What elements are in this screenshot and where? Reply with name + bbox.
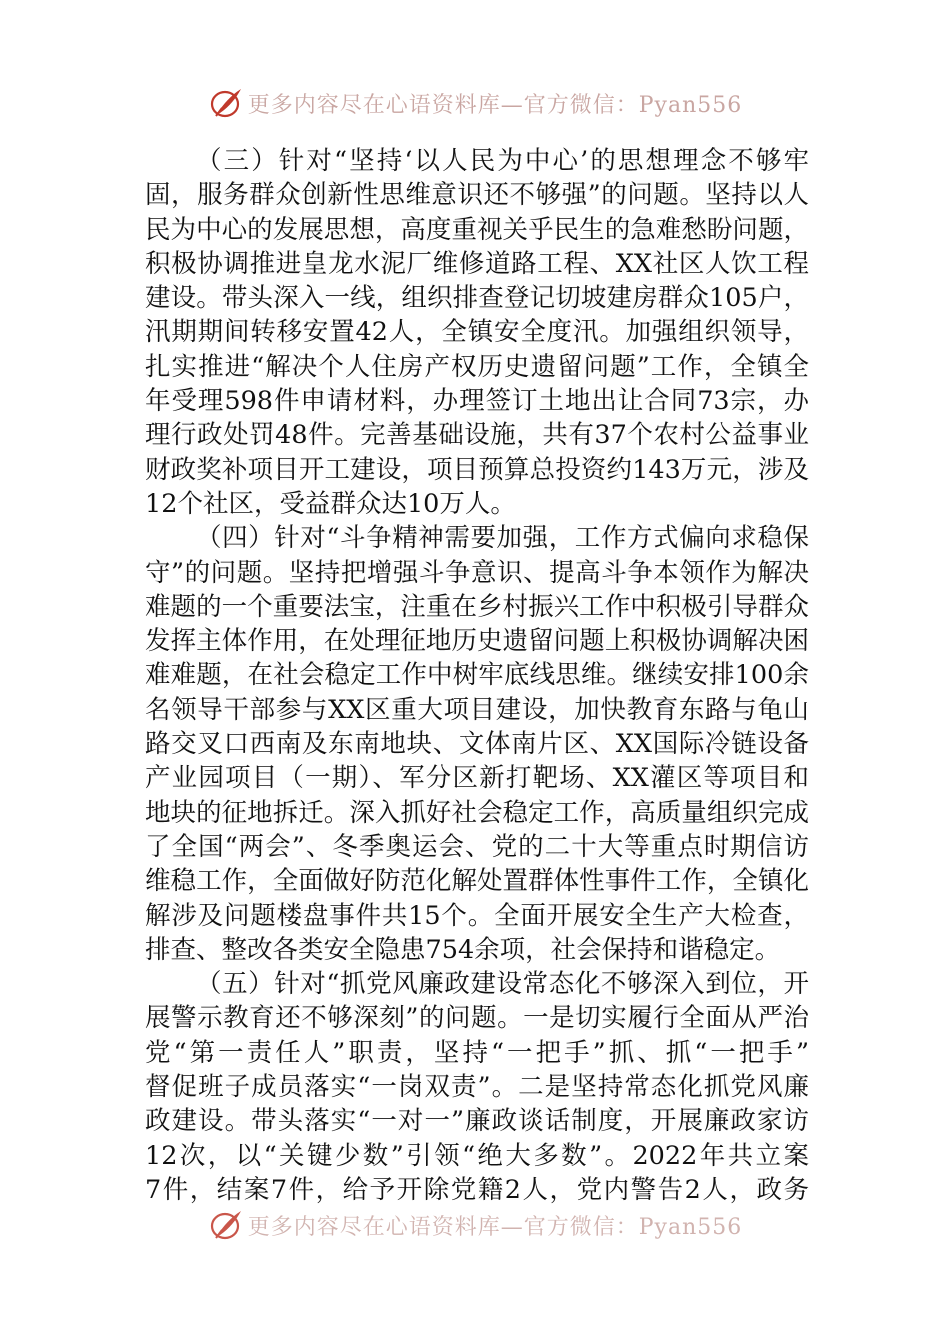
text-line: 守”的问题。坚持把增强斗争意识、提高斗争本领作为解决 bbox=[145, 557, 809, 588]
feather-pen-logo bbox=[208, 86, 244, 120]
text-line: 12次，以“关键少数”引领“绝大多数”。2022年共立案 bbox=[145, 1140, 809, 1171]
text-line: （四）针对“斗争精神需要加强，工作方式偏向求稳保 bbox=[196, 523, 809, 554]
document-body bbox=[145, 144, 809, 1207]
paragraph-lines bbox=[145, 967, 809, 1207]
text-line: （三）针对“坚持‘以人民为中心’的思想理念不够牢 bbox=[196, 146, 809, 176]
text-line: 积极协调推进皇龙水泥厂维修道路工程、XX社区人饮工程 bbox=[145, 248, 809, 279]
text-line: 政建设。带头落实“一对一”廉政谈话制度，开展廉政家访 bbox=[145, 1106, 809, 1137]
text-line: 难题的一个重要法宝，注重在乡村振兴工作中积极引导群众 bbox=[145, 591, 809, 622]
text-line: 固，服务群众创新性思维意识还不够强”的问题。坚持以人 bbox=[145, 180, 809, 211]
text-line: 产业园项目（一期）、军分区新打靶场、XX灌区等项目和 bbox=[145, 763, 809, 794]
text-line: 党“第一责任人”职责，坚持“一把手”抓、抓“一把手” bbox=[145, 1037, 809, 1068]
text-line: 汛期期间转移安置42人，全镇安全度汛。加强组织领导， bbox=[145, 317, 809, 348]
text-line: （五）针对“抓党风廉政建设常态化不够深入到位，开 bbox=[196, 969, 809, 1000]
text-line: 年受理598件申请材料，办理签订土地出让合同73宗，办 bbox=[145, 386, 809, 417]
text-line: 扎实推进“解决个人住房产权历史遗留问题”工作，全镇全 bbox=[145, 351, 809, 382]
text-line: 7件，结案7件，给予开除党籍2人，党内警告2人，政务 bbox=[145, 1174, 809, 1205]
text-line: 排查、整改各类安全隐患754余项，社会保持和谐稳定。 bbox=[145, 934, 781, 965]
watermark-text: 更多内容尽在心语资料库—官方微信：Pyan556 bbox=[247, 1214, 743, 1240]
text-line: 名领导干部参与XX区重大项目建设，加快教育东路与龟山 bbox=[145, 694, 809, 725]
watermark-text: 更多内容尽在心语资料库—官方微信：Pyan556 bbox=[247, 92, 743, 118]
text-line: 理行政处罚48件。完善基础设施，共有37个农村公益事业 bbox=[145, 420, 809, 451]
text-line: 难难题，在社会稳定工作中树牢底线思维。继续安排100余 bbox=[145, 660, 809, 691]
paragraph-lines bbox=[145, 144, 809, 521]
text-line: 维稳工作，全面做好防范化解处置群体性事件工作，全镇化 bbox=[145, 866, 809, 897]
text-line: 地块的征地拆迁。深入抓好社会稳定工作，高质量组织完成 bbox=[145, 797, 809, 828]
text-line: 展警示教育还不够深刻”的问题。一是切实履行全面从严治 bbox=[145, 1003, 809, 1034]
text-line: 解涉及问题楼盘事件共15个。全面开展安全生产大检查， bbox=[145, 900, 809, 931]
text-line: 财政奖补项目开工建设，项目预算总投资约143万元，涉及 bbox=[145, 454, 809, 485]
paragraph-lines bbox=[145, 521, 809, 967]
text-line: 督促班子成员落实“一岗双责”。二是坚持常态化抓党风廉 bbox=[145, 1072, 809, 1103]
text-line: 建设。带头深入一线，组织排查登记切坡建房群众105户， bbox=[145, 283, 809, 314]
feather-pen-logo bbox=[208, 1208, 244, 1242]
text-line: 了全国“两会”、冬季奥运会、党的二十大等重点时期信访 bbox=[145, 831, 809, 862]
watermark-header bbox=[0, 84, 950, 122]
watermark-footer bbox=[0, 1206, 950, 1244]
text-line: 12个社区，受益群众达10万人。 bbox=[145, 488, 516, 519]
text-line: 发挥主体作用，在处理征地历史遗留问题上积极协调解决困 bbox=[145, 626, 809, 657]
text-line: 路交叉口西南及东南地块、文体南片区、XX国际冷链设备 bbox=[145, 729, 809, 760]
paragraph-4 bbox=[145, 521, 809, 967]
paragraph-3 bbox=[145, 144, 809, 521]
text-line: 民为中心的发展思想，高度重视关乎民生的急难愁盼问题， bbox=[145, 214, 809, 245]
paragraph-5 bbox=[145, 967, 809, 1207]
